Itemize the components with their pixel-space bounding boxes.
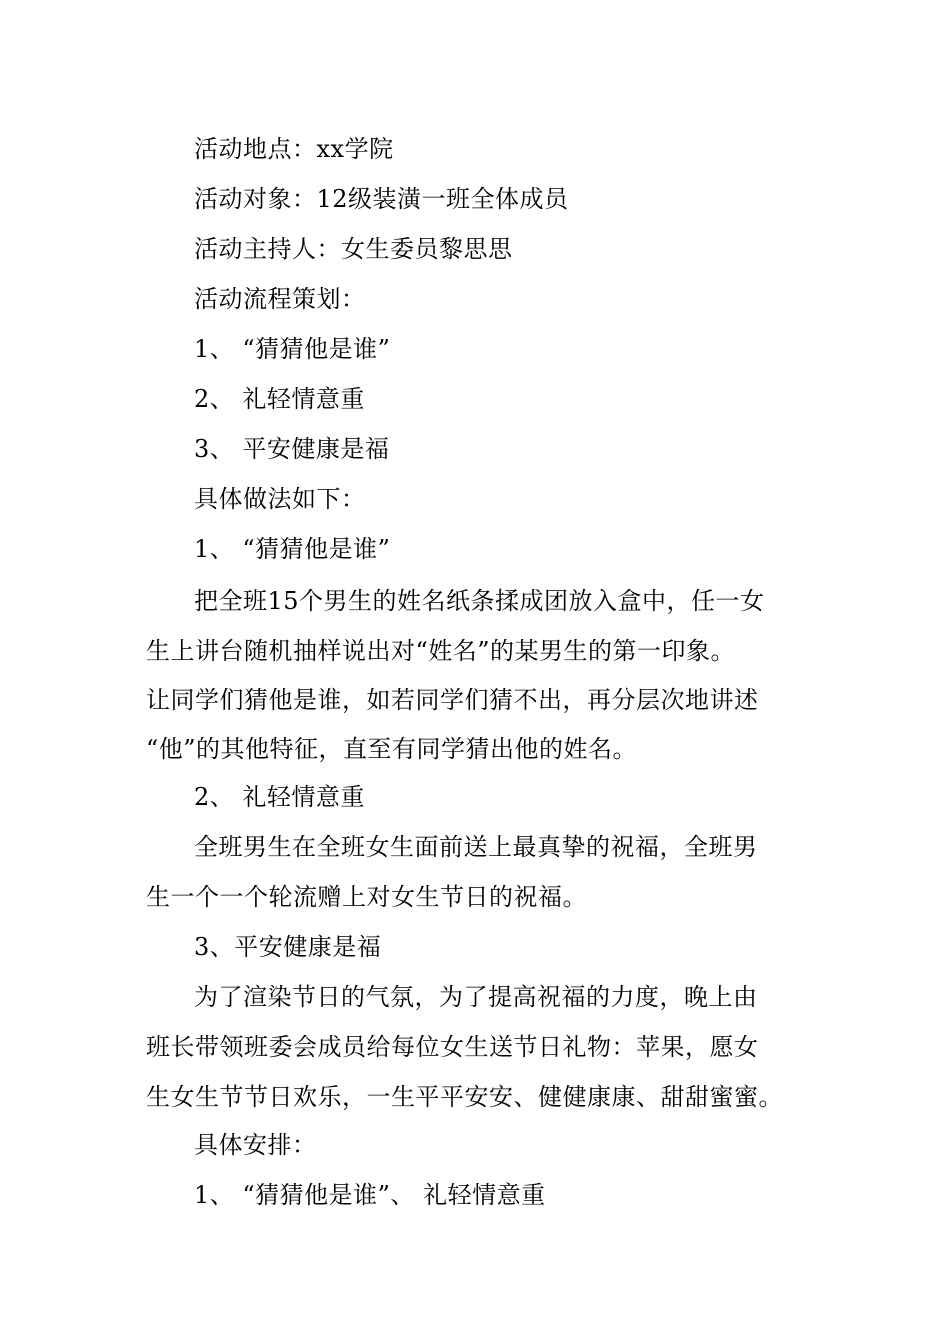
activity-location: 活动地点：xx学院 — [194, 135, 394, 163]
method-item-1-text-line-1: 把全班15个男生的姓名纸条揉成团放入盒中，任一女 — [194, 587, 765, 615]
method-item-1-heading: 1、 “猜猜他是谁” — [194, 535, 391, 563]
plan-item-1: 1、 “猜猜他是谁” — [194, 335, 391, 363]
method-item-3-text-line-2: 班长带领班委会成员给每位女生送节日礼物：苹果，愿女 — [146, 1033, 759, 1061]
method-item-3-heading: 3、平安健康是福 — [194, 933, 382, 961]
activity-plan-heading: 活动流程策划： — [194, 285, 366, 313]
method-item-2-text-line-1: 全班男生在全班女生面前送上最真挚的祝福，全班男 — [194, 833, 758, 861]
activity-host: 活动主持人：女生委员黎思思 — [194, 235, 513, 263]
method-heading: 具体做法如下： — [194, 485, 366, 513]
method-item-3-text-line-3: 生女生节节日欢乐，一生平平安安、健健康康、甜甜蜜蜜。 — [146, 1083, 783, 1111]
method-item-1-text-line-3: 让同学们猜他是谁，如若同学们猜不出，再分层次地讲述 — [146, 686, 759, 714]
method-item-3-text-line-1: 为了渲染节日的气氛，为了提高祝福的力度，晚上由 — [194, 983, 758, 1011]
schedule-item-1: 1、 “猜猜他是谁”、 礼轻情意重 — [194, 1181, 546, 1209]
method-item-1-text-line-4: “他”的其他特征，直至有同学猜出他的姓名。 — [146, 735, 638, 763]
method-item-2-heading: 2、 礼轻情意重 — [194, 783, 365, 811]
activity-target: 活动对象：12级装潢一班全体成员 — [194, 185, 569, 213]
method-item-1-text-line-2: 生上讲台随机抽样说出对“姓名”的某男生的第一印象。 — [146, 637, 736, 665]
method-item-2-text-line-2: 生一个一个轮流赠上对女生节日的祝福。 — [146, 883, 587, 911]
plan-item-2: 2、 礼轻情意重 — [194, 385, 365, 413]
plan-item-3: 3、 平安健康是福 — [194, 435, 390, 463]
schedule-heading: 具体安排： — [194, 1131, 317, 1159]
